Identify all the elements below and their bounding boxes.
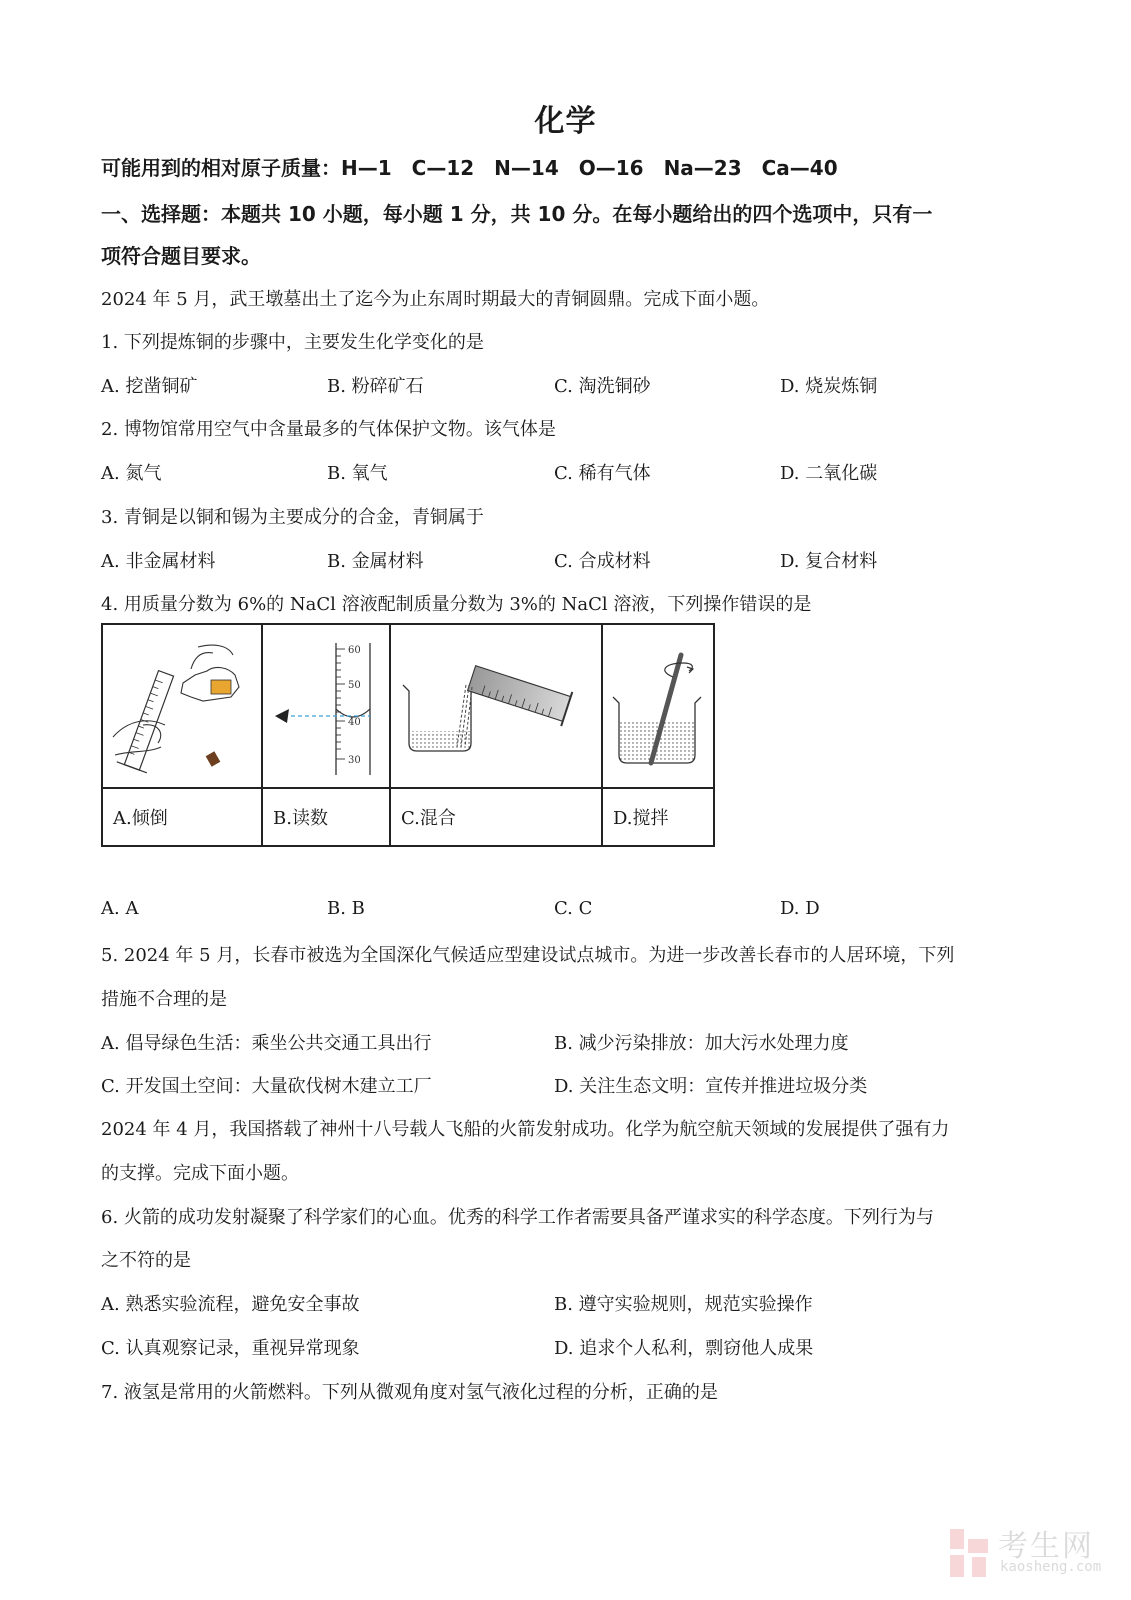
figure-label-a: A.倾倒	[102, 788, 262, 846]
experiment-figure-table	[101, 623, 715, 847]
question-2-stem: 2. 博物馆常用空气中含量最多的气体保护文物。该气体是	[101, 419, 556, 440]
q4-option-a[interactable]: A. A	[101, 898, 139, 919]
q2-option-c[interactable]: C. 稀有气体	[554, 463, 651, 484]
question-7-stem: 7. 液氢是常用的火箭燃料。下列从微观角度对氢气液化过程的分析，正确的是	[101, 1382, 718, 1403]
section-header-line1: 一、选择题：本题共 10 小题，每小题 1 分，共 10 分。在每小题给出的四个选项中，只有一	[101, 202, 933, 226]
figure-panel-c	[390, 624, 602, 788]
reading-icon	[263, 625, 389, 783]
question-5-stem-line1: 5. 2024 年 5 月，长春市被选为全国深化气候适应型建设试点城市。为进一步改善长春市的人居环境，下列	[101, 945, 955, 966]
question-6-stem-line1: 6. 火箭的成功发射凝聚了科学家们的心血。优秀的科学工作者需要具备严谨求实的科学态度。下列行为与	[101, 1207, 934, 1228]
q6-option-c[interactable]: C. 认真观察记录，重视异常现象	[101, 1338, 360, 1359]
question-4-stem: 4. 用质量分数为 6%的 NaCl 溶液配制质量分数为 3%的 NaCl 溶液，下列操作错误的是	[101, 594, 812, 615]
q3-option-b[interactable]: B. 金属材料	[327, 551, 424, 572]
watermark-url: kaosheng.com	[1000, 1559, 1102, 1575]
atomic-masses: 可能用到的相对原子质量：H—1 C—12 N—14 O—16 Na—23 Ca—40	[101, 156, 838, 180]
q2-option-a[interactable]: A. 氮气	[101, 463, 162, 484]
intro-text: 2024 年 5 月，武王墩墓出土了迄今为止东周时期最大的青铜圆鼎。完成下面小题。	[101, 289, 770, 310]
q5-option-d[interactable]: D. 关注生态文明：宣传并推进垃圾分类	[554, 1076, 868, 1097]
question-1-stem: 1. 下列提炼铜的步骤中，主要发生化学变化的是	[101, 332, 484, 353]
question-6-stem-line2: 之不符的是	[101, 1250, 191, 1271]
question-3-stem: 3. 青铜是以铜和锡为主要成分的合金，青铜属于	[101, 507, 484, 528]
question-5-stem-line2: 措施不合理的是	[101, 989, 227, 1010]
watermark-text: 考生网	[998, 1529, 1094, 1564]
q4-option-b[interactable]: B. B	[327, 898, 365, 919]
q5-option-b[interactable]: B. 减少污染排放：加大污水处理力度	[554, 1033, 849, 1054]
q6-option-b[interactable]: B. 遵守实验规则，规范实验操作	[554, 1294, 813, 1315]
scale-tick-30: 30	[348, 755, 361, 766]
q2-option-b[interactable]: B. 氧气	[327, 463, 388, 484]
q1-option-a[interactable]: A. 挖凿铜矿	[101, 376, 198, 397]
scale-tick-60: 60	[348, 645, 361, 656]
figure-label-b: B.读数	[262, 788, 390, 846]
q5-option-c[interactable]: C. 开发国土空间：大量砍伐树木建立工厂	[101, 1076, 432, 1097]
q3-option-d[interactable]: D. 复合材料	[780, 551, 878, 572]
q6-option-d[interactable]: D. 追求个人私利，剽窃他人成果	[554, 1338, 814, 1359]
q1-option-b[interactable]: B. 粉碎矿石	[327, 376, 424, 397]
figure-label-c: C.混合	[390, 788, 602, 846]
q3-option-a[interactable]: A. 非金属材料	[101, 551, 216, 572]
q1-option-d[interactable]: D. 烧炭炼铜	[780, 376, 878, 397]
q6-option-a[interactable]: A. 熟悉实验流程，避免安全事故	[101, 1294, 360, 1315]
pouring-icon	[103, 625, 261, 783]
mixing-icon	[391, 625, 601, 783]
q2-option-d[interactable]: D. 二氧化碳	[780, 463, 878, 484]
stirring-icon	[603, 625, 713, 783]
kaosheng-logo-icon	[950, 1525, 994, 1581]
figure-panel-b	[262, 624, 390, 788]
q5-option-a[interactable]: A. 倡导绿色生活：乘坐公共交通工具出行	[101, 1033, 432, 1054]
scale-tick-40: 40	[348, 717, 361, 728]
q1-option-c[interactable]: C. 淘洗铜砂	[554, 376, 651, 397]
section-header-line2: 项符合题目要求。	[101, 244, 261, 268]
figure-panel-d	[602, 624, 714, 788]
figure-label-d: D.搅拌	[602, 788, 714, 846]
figure-panel-a	[102, 624, 262, 788]
scale-tick-50: 50	[348, 680, 361, 691]
eye-icon	[275, 709, 289, 723]
q4-option-c[interactable]: C. C	[554, 898, 593, 919]
page-title: 化学	[534, 104, 597, 139]
intro-6-7-line1: 2024 年 4 月，我国搭载了神州十八号载人飞船的火箭发射成功。化学为航空航天领域的发展提供了强有力	[101, 1119, 950, 1140]
watermark	[950, 1525, 1120, 1585]
q4-option-d[interactable]: D. D	[780, 898, 820, 919]
q3-option-c[interactable]: C. 合成材料	[554, 551, 651, 572]
intro-6-7-line2: 的支撑。完成下面小题。	[101, 1163, 299, 1184]
